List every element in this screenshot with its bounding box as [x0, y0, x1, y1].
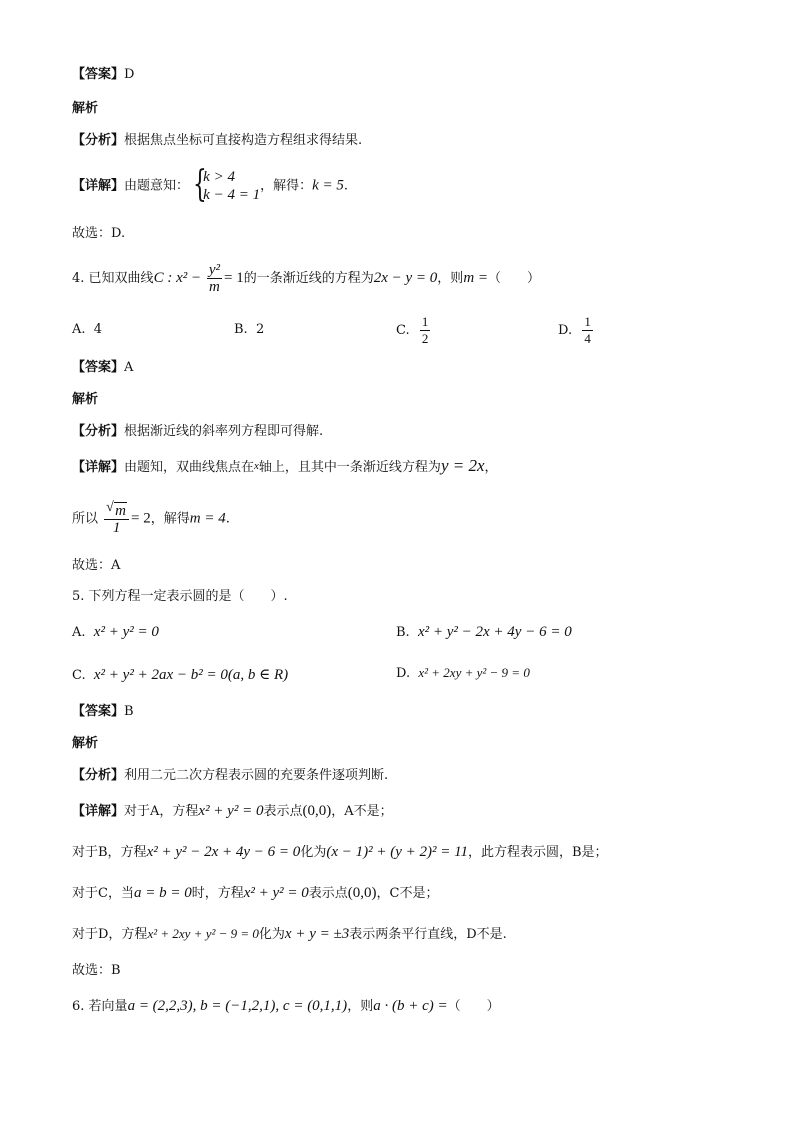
question-text: 已知双曲线 [88, 271, 154, 286]
option-value: x² + y² = 0 [93, 624, 159, 640]
choose-line: 故选：A [72, 558, 121, 573]
detail-text-2: 化为 [300, 845, 327, 860]
option-a [72, 322, 102, 337]
option-label: B. [234, 322, 248, 337]
detail-text: 对于A，方程 [124, 804, 199, 819]
answer-label: 【答案】 [72, 67, 125, 82]
detail-line-d [72, 925, 507, 944]
question-text: 下列方程一定表示圆的是（ ）. [88, 589, 288, 604]
answer-value: B [124, 704, 134, 719]
hyperbola-eq: = 1 [224, 270, 244, 286]
option-b [234, 322, 264, 337]
answer-line [72, 359, 133, 377]
dot-product-expr: a · (b + c) = [373, 998, 448, 1014]
detail-text: 由题意知： [124, 178, 190, 194]
frac-denominator: 4 [584, 331, 591, 346]
detail-line-c [72, 884, 439, 903]
detail-label: 【详解】 [72, 178, 125, 194]
detail-after: ，解得： [260, 178, 313, 194]
question-4 [72, 262, 540, 295]
analysis-line [72, 132, 362, 150]
option-value: x² + y² + 2ax − b² = 0(a, b ∈ R) [93, 667, 289, 683]
detail-point: (0,0) [302, 803, 332, 819]
question-ask: m = [463, 270, 489, 286]
option-d [558, 314, 595, 347]
analysis-text: 根据渐近线的斜率列方程即可得解. [124, 424, 324, 439]
analysis-label: 【分析】 [72, 424, 125, 439]
hyperbola-expr: C : x² − [153, 270, 205, 286]
analysis-text: 根据焦点坐标可直接构造方程组求得结果. [124, 133, 363, 148]
option-b [396, 624, 572, 641]
frac-numerator: y² [208, 262, 220, 278]
detail-eq: = 2 [131, 510, 151, 527]
question-5 [72, 588, 288, 606]
question-number: 6. [72, 999, 85, 1014]
option-value: 2 [255, 322, 265, 337]
answer-blank: （ ） [447, 999, 500, 1014]
frac-numerator: 1 [421, 314, 429, 329]
option-label: C. [396, 323, 410, 338]
choose-line: 故选：D. [72, 226, 126, 241]
detail-result: k = 5 [312, 177, 344, 194]
question-number: 5. [72, 589, 85, 604]
option-value: x² + 2xy + y² − 9 = 0 [418, 665, 530, 680]
analysis-label: 【分析】 [72, 133, 125, 148]
answer-line [72, 703, 134, 721]
analysis-line [72, 423, 323, 441]
answer-label: 【答案】 [72, 704, 125, 719]
detail-text-3: 表示两条平行直线，D不是. [349, 927, 507, 942]
detail-text: 所以 [72, 511, 99, 527]
detail-text-2: 轴上，且其中一条渐近线方程为 [258, 460, 441, 475]
question-number: 4. [72, 271, 85, 286]
detail-end: . [225, 511, 230, 527]
detail-text: 对于B，方程 [72, 845, 147, 860]
detail-end: ， [484, 460, 498, 475]
analysis-label: 【分析】 [72, 768, 125, 783]
vector-defs: a = (2,2,3), b = (−1,2,1), c = (0,1,1) [127, 998, 348, 1014]
analysis-line [72, 767, 388, 785]
analysis-heading: 解析 [72, 101, 99, 116]
detail-eq: x² + y² = 0 [198, 803, 264, 819]
detail-text-2: 表示点 [263, 804, 303, 819]
detail-text: 对于D，方程 [72, 927, 148, 942]
detail-line [72, 457, 498, 477]
question-text-2: ，则 [347, 999, 374, 1014]
frac-denominator: 2 [421, 331, 429, 346]
answer-value: A [124, 360, 134, 375]
detail-text: 对于C，当 [72, 886, 134, 901]
analysis-heading: 解析 [72, 392, 99, 407]
frac-denominator: 1 [112, 520, 121, 536]
detail-eq: x² + y² = 0 [243, 885, 309, 901]
question-text: 若向量 [88, 999, 128, 1014]
question-6 [72, 997, 500, 1016]
detail-text: 由题知，双曲线焦点在 [124, 460, 255, 475]
option-label: C. [72, 668, 86, 683]
detail-label: 【详解】 [72, 804, 125, 819]
detail-text-2: 时，方程 [191, 886, 244, 901]
asymptote-expr: 2x − y = 0 [373, 270, 438, 286]
detail-point: (0,0) [347, 885, 377, 901]
answer-value: D [124, 67, 135, 82]
detail-line-2: 所以 √ m 1 = 2，解得m = 4. [72, 500, 230, 536]
option-label: B. [396, 625, 410, 640]
option-value: 4 [93, 322, 103, 337]
detail-end: . [343, 178, 349, 194]
detail-text-4: ，C不是； [376, 886, 439, 901]
frac-numerator: 1 [584, 314, 591, 329]
option-a [72, 624, 159, 641]
detail-eq-2: x + y = ±3 [284, 926, 350, 942]
detail-text-2: 化为 [258, 927, 285, 942]
detail-eq-2: (x − 1)² + (y + 2)² = 11 [326, 844, 468, 860]
equation-system: { k > 4 k − 4 = 1 [193, 164, 261, 205]
detail-line [72, 164, 349, 205]
analysis-text: 利用二元二次方程表示圆的充要条件逐项判断. [124, 768, 389, 783]
option-value: x² + y² − 2x + 4y − 6 = 0 [417, 624, 572, 640]
choose-line: 故选：B [72, 963, 121, 978]
answer-label: 【答案】 [72, 360, 125, 375]
option-d [396, 665, 530, 681]
system-line-1: k > 4 [203, 169, 235, 185]
option-label: D. [396, 666, 411, 681]
sqrt-radicand: m [115, 503, 126, 519]
option-c [72, 665, 288, 684]
asymptote-eq: y = 2x [440, 456, 485, 475]
detail-line-b [72, 843, 608, 862]
detail-text-3: ，A不是； [331, 804, 393, 819]
option-label: A. [72, 322, 86, 337]
detail-line [72, 802, 393, 821]
question-text-c: ，则 [437, 271, 464, 286]
detail-cond: a = b = 0 [133, 885, 192, 901]
detail-text-2: ，解得 [150, 511, 190, 527]
detail-eq: x² + y² − 2x + 4y − 6 = 0 [146, 844, 301, 860]
axis-symbol: x [254, 460, 259, 472]
answer-blank: （ ） [488, 271, 541, 286]
detail-text-3: ，此方程表示圆，B是； [468, 845, 608, 860]
detail-text-3: 表示点 [308, 886, 348, 901]
detail-result: m = 4 [189, 510, 226, 527]
detail-eq: x² + 2xy + y² − 9 = 0 [147, 926, 259, 941]
frac-denominator: m [209, 279, 220, 295]
answer-line [72, 66, 134, 84]
detail-label: 【详解】 [72, 460, 125, 475]
option-label: A. [72, 625, 86, 640]
option-label: D. [558, 323, 573, 338]
option-c [396, 314, 432, 347]
question-text-b: 的一条渐近线的方程为 [243, 271, 374, 286]
analysis-heading: 解析 [72, 736, 99, 751]
system-line-2: k − 4 = 1 [203, 187, 261, 203]
